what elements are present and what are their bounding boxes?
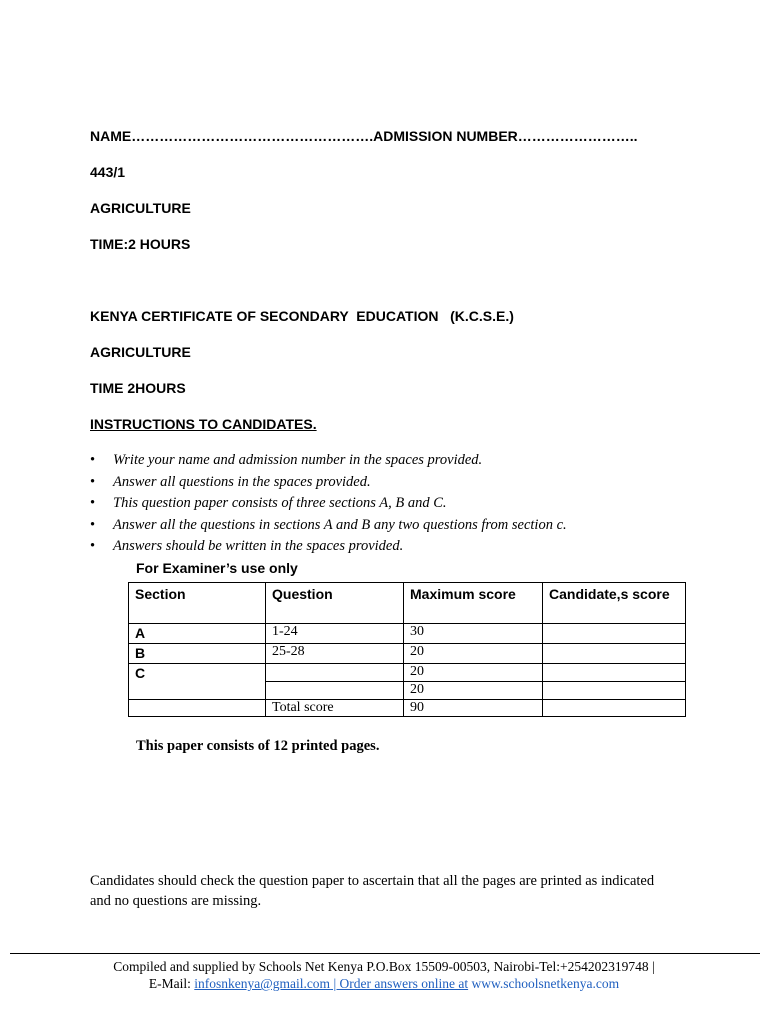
section-cell: B [129, 644, 266, 664]
header-maximum-score: Maximum score [404, 583, 543, 624]
bullet-icon: • [90, 516, 96, 533]
header-question: Question [266, 583, 404, 624]
section-cell: C [129, 664, 266, 700]
table-row [129, 700, 686, 717]
max-score-cell: 90 [404, 700, 543, 717]
list-item: • Answer all questions in the spaces provided. [90, 473, 371, 490]
max-score-cell: 20 [404, 644, 543, 664]
table-row [129, 624, 686, 644]
time-allowed: TIME:2 HOURS [90, 236, 191, 252]
table-row [129, 644, 686, 664]
subject-heading: AGRICULTURE [90, 200, 191, 216]
candidate-score-cell [543, 700, 686, 717]
question-cell: 1-24 [266, 624, 404, 644]
section-cell [129, 700, 266, 717]
pages-note: This paper consists of 12 printed pages. [136, 738, 380, 754]
footer-separator: | [330, 976, 340, 991]
footer-line-2 [0, 975, 768, 992]
footer-line-1: Compiled and supplied by Schools Net Kenya P.O.Box 15509-00503, Nairobi-Tel:+254202319748 | [113, 959, 655, 974]
website-link[interactable]: www.schoolsnetkenya.com [471, 976, 620, 991]
max-score-cell: 30 [404, 624, 543, 644]
order-answers-link[interactable]: Order answers online at [339, 976, 469, 991]
check-note-line-2: and no questions are missing. [90, 893, 262, 909]
list-item: • This question paper consists of three sections A, B and C. [90, 495, 447, 512]
list-item: • Answer all the questions in sections A and B any two questions from section c. [90, 516, 567, 533]
bullet-icon: • [90, 473, 96, 490]
exam-subject: AGRICULTURE [90, 344, 191, 360]
candidate-score-cell [543, 664, 686, 682]
exam-title: KENYA CERTIFICATE OF SECONDARY EDUCATION (K.C.S.E.) [90, 308, 514, 324]
list-item: • Answers should be written in the spaces provided. [90, 538, 404, 555]
header-section: Section [129, 583, 266, 624]
max-score-cell: 20 [404, 682, 543, 700]
email-label: E-Mail: [148, 976, 195, 991]
check-note-line-1: Candidates should check the question paper to ascertain that all the pages are printed as indicated [90, 873, 655, 889]
bullet-icon: • [90, 452, 96, 468]
exam-time: TIME 2HOURS [90, 380, 186, 396]
candidate-score-cell [543, 682, 686, 700]
instructions-list [90, 451, 567, 559]
candidate-score-cell [543, 624, 686, 644]
bullet-icon: • [90, 495, 96, 512]
footer-divider [10, 953, 760, 954]
examiner-score-table [128, 582, 686, 717]
bullet-icon: • [90, 538, 96, 555]
section-cell: A [129, 624, 266, 644]
instructions-heading: INSTRUCTIONS TO CANDIDATES. [90, 416, 317, 432]
candidate-score-cell [543, 644, 686, 664]
table-row [129, 664, 686, 682]
question-cell: Total score [266, 700, 404, 717]
table-header-row [129, 583, 686, 624]
question-cell [266, 664, 404, 682]
name-admission-line: NAME…………………………………………….ADMISSION NUMBER…………………….. [90, 128, 638, 144]
question-cell [266, 682, 404, 700]
examiner-caption: For Examiner’s use only [136, 560, 298, 576]
list-item: • Write your name and admission number in the spaces provided. [90, 452, 483, 468]
email-link[interactable]: infosnkenya@gmail.com [194, 976, 331, 991]
paper-code: 443/1 [90, 164, 126, 180]
header-candidate-score: Candidate,s score [543, 583, 686, 624]
max-score-cell: 20 [404, 664, 543, 682]
question-cell: 25-28 [266, 644, 404, 664]
